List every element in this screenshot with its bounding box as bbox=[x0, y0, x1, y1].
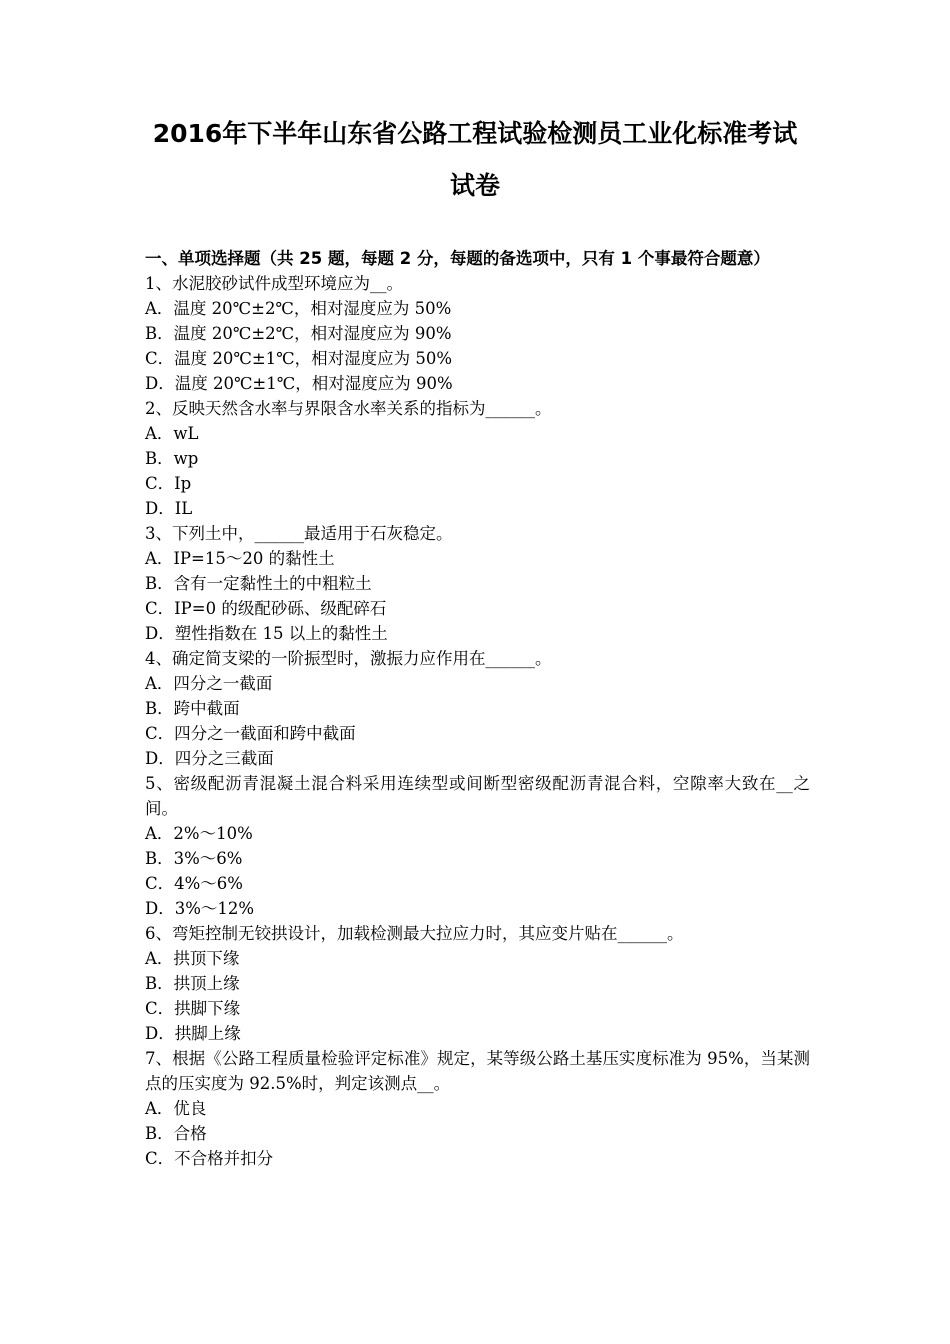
option-b: B．合格 bbox=[145, 1124, 207, 1143]
option-a: A．IP=15～20 的黏性土 bbox=[145, 549, 335, 568]
option-b: B．3%～6% bbox=[145, 849, 243, 868]
question-4 bbox=[145, 646, 810, 771]
option-d: D．四分之三截面 bbox=[145, 749, 274, 768]
option-a: A．2%～10% bbox=[145, 824, 253, 843]
option-d: D．拱脚上缘 bbox=[145, 1024, 241, 1043]
section-header: 一、单项选择题（共 25 题，每题 2 分，每题的备选项中，只有 1 个事最符合题意） bbox=[145, 249, 770, 268]
question-3 bbox=[145, 521, 810, 646]
option-c: C．四分之一截面和跨中截面 bbox=[145, 724, 356, 743]
option-b: B．wp bbox=[145, 449, 199, 468]
option-c: C．温度 20℃±1℃，相对湿度应为 50% bbox=[145, 349, 453, 368]
question-text: 7、根据《公路工程质量检验评定标准》规定，某等级公路土基压实度标准为 95%，当某测点的压实度为 92.5%时，判定该测点__。 bbox=[145, 1049, 810, 1093]
option-d: D．塑性指数在 15 以上的黏性土 bbox=[145, 624, 388, 643]
option-d: D．温度 20℃±1℃，相对湿度应为 90% bbox=[145, 374, 453, 393]
document-title-line-1: 2016年下半年山东省公路工程试验检测员工业化标准考试 bbox=[152, 119, 798, 148]
option-a: A．拱顶下缘 bbox=[145, 949, 240, 968]
option-a: A．优良 bbox=[145, 1099, 207, 1118]
option-c: C．IP=0 的级配砂砾、级配碎石 bbox=[145, 599, 387, 618]
option-c: C．4%～6% bbox=[145, 874, 243, 893]
question-text: 1、水泥胶砂试件成型环境应为__。 bbox=[145, 274, 403, 293]
option-a: A．四分之一截面 bbox=[145, 674, 273, 693]
option-b: B．温度 20℃±2℃，相对湿度应为 90% bbox=[145, 324, 452, 343]
option-b: B．跨中截面 bbox=[145, 699, 240, 718]
question-text: 6、弯矩控制无铰拱设计，加载检测最大拉应力时，其应变片贴在______。 bbox=[145, 924, 684, 943]
option-c: C．拱脚下缘 bbox=[145, 999, 241, 1018]
option-b: B．拱顶上缘 bbox=[145, 974, 240, 993]
option-a: A．温度 20℃±2℃，相对湿度应为 50% bbox=[145, 299, 452, 318]
question-text: 3、下列土中，______最适用于石灰稳定。 bbox=[145, 524, 453, 543]
question-text: 4、确定简支梁的一阶振型时，激振力应作用在______。 bbox=[145, 649, 552, 668]
option-d: D．IL bbox=[145, 499, 193, 518]
question-text: 2、反映天然含水率与界限含水率关系的指标为______。 bbox=[145, 399, 552, 418]
question-6 bbox=[145, 921, 810, 1046]
document-title-line-2: 试卷 bbox=[449, 171, 500, 200]
option-c: C．Ip bbox=[145, 474, 192, 493]
question-7 bbox=[145, 1046, 810, 1171]
question-2 bbox=[145, 396, 810, 521]
option-d: D．3%～12% bbox=[145, 899, 255, 918]
option-a: A．wL bbox=[145, 424, 199, 443]
document-body bbox=[145, 246, 810, 1171]
question-text: 5、密级配沥青混凝土混合料采用连续型或间断型密级配沥青混合料，空隙率大致在__之间。 bbox=[145, 774, 810, 818]
question-1 bbox=[145, 271, 810, 396]
option-b: B．含有一定黏性土的中粗粒土 bbox=[145, 574, 372, 593]
option-c: C．不合格并扣分 bbox=[145, 1149, 274, 1168]
question-5 bbox=[145, 771, 810, 921]
